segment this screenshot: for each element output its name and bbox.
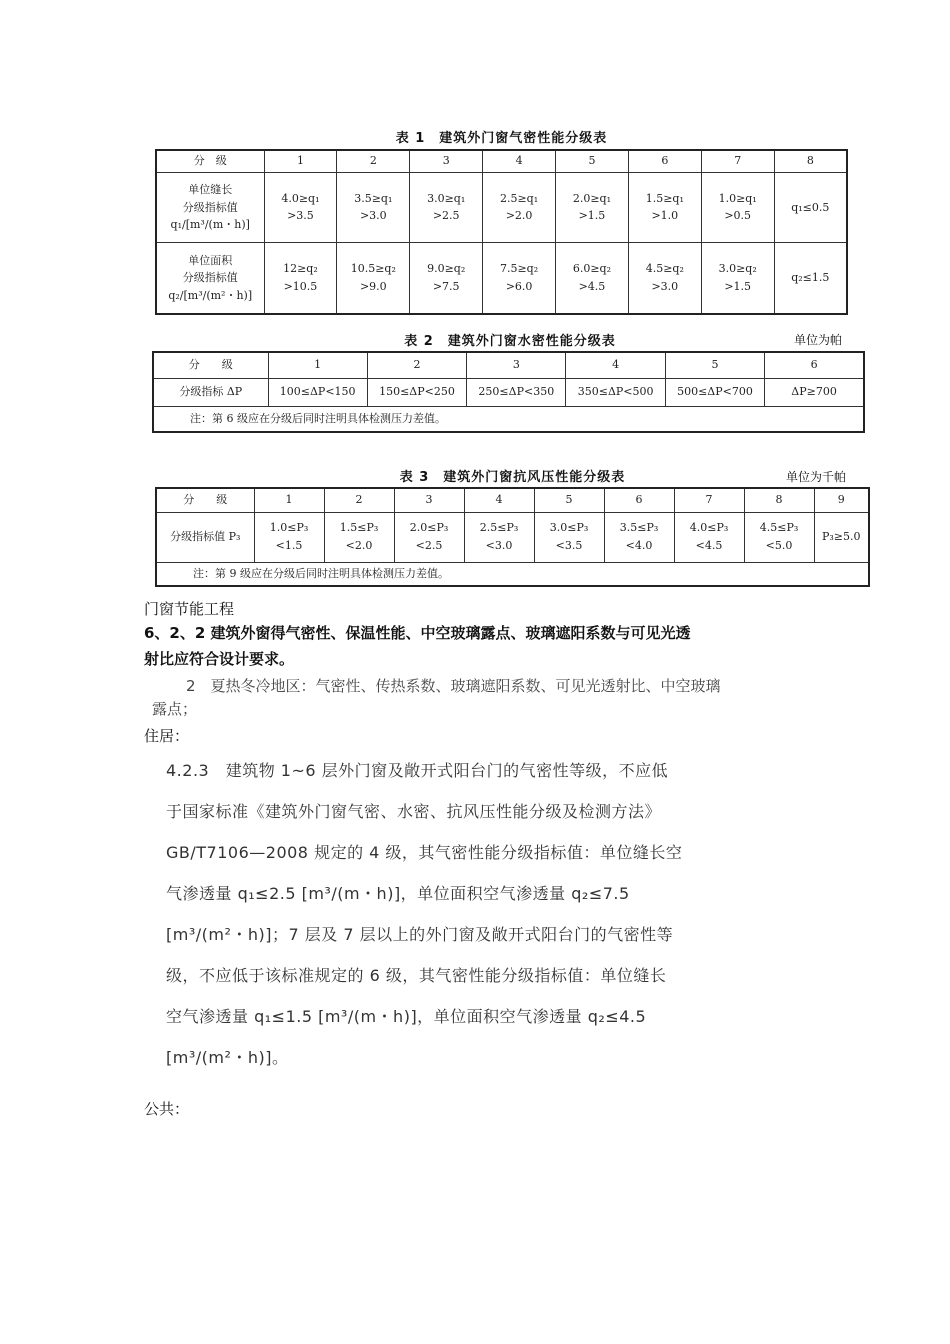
table1-header-cell: 3 xyxy=(410,150,483,172)
clause-line: 气渗透量 q₁≤2.5 [m³/(m・h)]，单位面积空气渗透量 q₂≤7.5 xyxy=(166,884,630,903)
table1-airtightness xyxy=(155,149,848,315)
table3-unit: 单位为千帕 xyxy=(786,470,847,484)
table1-header-cell: 7 xyxy=(701,150,774,172)
table2-data-row xyxy=(153,378,864,406)
table3-cell: 3.5≤P₃ <4.0 xyxy=(604,512,674,562)
table2-note: 注：第 6 级应在分级后同时注明具体检测压力差值。 xyxy=(153,406,864,432)
table3-cell: 2.5≤P₃ <3.0 xyxy=(464,512,534,562)
table3-header-cell: 9 xyxy=(814,488,869,512)
table1-cell: 4.5≥q₂ >3.0 xyxy=(628,243,701,314)
table2-cell: 150≤ΔP<250 xyxy=(367,378,466,406)
table1-cell: 9.0≥q₂ >7.5 xyxy=(410,243,483,314)
requirement-line-1: 6、2、2 建筑外窗得气密性、保温性能、中空玻璃露点、玻璃遮阳系数与可见光透 xyxy=(144,624,691,642)
climate-item-line-2: 露点； xyxy=(152,700,198,718)
clause-line: GB/T7106—2008 规定的 4 级，其气密性能分级指标值：单位缝长空 xyxy=(166,843,683,862)
table3-caption: 表 3 建筑外门窗抗风压性能分级表 xyxy=(399,470,626,485)
table2-header-cell: 6 xyxy=(765,352,864,378)
table2-header-cell: 1 xyxy=(268,352,367,378)
table2-header-cell: 分 级 xyxy=(153,352,268,378)
table3-wind-pressure xyxy=(155,487,870,587)
table2-watertightness xyxy=(152,351,865,433)
table1-header-cell: 2 xyxy=(337,150,410,172)
table1-row-unit-area xyxy=(156,243,847,314)
table2-row-label: 分级指标 ΔP xyxy=(153,378,268,406)
table2-unit: 单位为帕 xyxy=(794,333,843,347)
table1-cell: q₂≤1.5 xyxy=(774,243,847,314)
table1-header-cell: 1 xyxy=(264,150,337,172)
table1-header-cell: 8 xyxy=(774,150,847,172)
clause-line: [m³/(m²・h)]。 xyxy=(166,1048,289,1067)
table1-cell: 2.0≥q₁ >1.5 xyxy=(556,172,629,243)
table2-header-row xyxy=(153,352,864,378)
table3-header-cell: 2 xyxy=(324,488,394,512)
clause-line: 4.2.3 建筑物 1~6 层外门窗及敞开式阳台门的气密性等级，不应低 xyxy=(166,761,669,780)
table3-note: 注：第 9 级应在分级后同时注明具体检测压力差值。 xyxy=(156,562,869,586)
table1-row-label: 单位缝长 分级指标值 q₁/[m³/(m・h)] xyxy=(156,172,264,243)
table3-cell: 4.0≤P₃ <4.5 xyxy=(674,512,744,562)
residential-clause-4-2-3 xyxy=(166,750,786,1078)
table3-header-cell: 5 xyxy=(534,488,604,512)
table3-row-label: 分级指标值 P₃ xyxy=(156,512,254,562)
table1-header-cell: 4 xyxy=(483,150,556,172)
table3-cell: 1.5≤P₃ <2.0 xyxy=(324,512,394,562)
table2-note-row xyxy=(153,406,864,432)
table1-header-cell: 分 级 xyxy=(156,150,264,172)
section-heading-residential: 住居： xyxy=(144,727,190,745)
table1-caption: 表 1 建筑外门窗气密性能分级表 xyxy=(395,131,608,146)
table1-header-row xyxy=(156,150,847,172)
table3-cell: 1.0≤P₃ <1.5 xyxy=(254,512,324,562)
table3-header-cell: 4 xyxy=(464,488,534,512)
table3-header-cell: 分 级 xyxy=(156,488,254,512)
table3-header-cell: 6 xyxy=(604,488,674,512)
table3-header-cell: 8 xyxy=(744,488,814,512)
clause-line: 于国家标准《建筑外门窗气密、水密、抗风压性能分级及检测方法》 xyxy=(166,802,662,821)
table1-cell: 4.0≥q₁ >3.5 xyxy=(264,172,337,243)
table1-cell: 3.0≥q₁ >2.5 xyxy=(410,172,483,243)
table2-cell: 250≤ΔP<350 xyxy=(467,378,566,406)
table1-row-label: 单位面积 分级指标值 q₂/[m³/(m²・h)] xyxy=(156,243,264,314)
table3-data-row xyxy=(156,512,869,562)
table3-note-row xyxy=(156,562,869,586)
clause-line: 级，不应低于该标准规定的 6 级，其气密性能分级指标值：单位缝长 xyxy=(166,966,667,985)
table2-header-cell: 3 xyxy=(467,352,566,378)
table1-cell: 2.5≥q₁ >2.0 xyxy=(483,172,556,243)
table3-cell: 3.0≤P₃ <3.5 xyxy=(534,512,604,562)
table1-cell: 3.5≥q₁ >3.0 xyxy=(337,172,410,243)
table1-cell: 10.5≥q₂ >9.0 xyxy=(337,243,410,314)
table1-row-unit-length xyxy=(156,172,847,243)
table3-header-cell: 7 xyxy=(674,488,744,512)
table1-cell: 1.0≥q₁ >0.5 xyxy=(701,172,774,243)
requirement-line-2: 射比应符合设计要求。 xyxy=(144,650,295,668)
table3-header-row xyxy=(156,488,869,512)
table2-cell: 500≤ΔP<700 xyxy=(665,378,764,406)
clause-line: [m³/(m²・h)]；7 层及 7 层以上的外门窗及敞开式阳台门的气密性等 xyxy=(166,925,674,944)
table3-header-cell: 1 xyxy=(254,488,324,512)
table3-header-cell: 3 xyxy=(394,488,464,512)
table1-header-cell: 6 xyxy=(628,150,701,172)
table1-cell: 6.0≥q₂ >4.5 xyxy=(556,243,629,314)
table1-cell: 12≥q₂ >10.5 xyxy=(264,243,337,314)
table1-cell: 7.5≥q₂ >6.0 xyxy=(483,243,556,314)
table3-cell: 2.0≤P₃ <2.5 xyxy=(394,512,464,562)
table2-caption: 表 2 建筑外门窗水密性能分级表 xyxy=(404,334,616,349)
section-heading-door-window: 门窗节能工程 xyxy=(144,600,235,618)
table2-header-cell: 4 xyxy=(566,352,665,378)
clause-line: 空气渗透量 q₁≤1.5 [m³/(m・h)]，单位面积空气渗透量 q₂≤4.5 xyxy=(166,1007,647,1026)
section-heading-public: 公共： xyxy=(144,1100,190,1118)
table3-cell: P₃≥5.0 xyxy=(814,512,869,562)
table2-cell: ΔP≥700 xyxy=(765,378,864,406)
climate-item-line-1: 2 夏热冬冷地区：气密性、传热系数、玻璃遮阳系数、可见光透射比、中空玻璃 xyxy=(186,677,721,695)
table1-cell: 1.5≥q₁ >1.0 xyxy=(628,172,701,243)
table1-cell: q₁≤0.5 xyxy=(774,172,847,243)
table2-cell: 100≤ΔP<150 xyxy=(268,378,367,406)
table2-header-cell: 5 xyxy=(665,352,764,378)
table2-cell: 350≤ΔP<500 xyxy=(566,378,665,406)
table1-cell: 3.0≥q₂ >1.5 xyxy=(701,243,774,314)
table2-header-cell: 2 xyxy=(367,352,466,378)
table1-header-cell: 5 xyxy=(556,150,629,172)
table3-cell: 4.5≤P₃ <5.0 xyxy=(744,512,814,562)
